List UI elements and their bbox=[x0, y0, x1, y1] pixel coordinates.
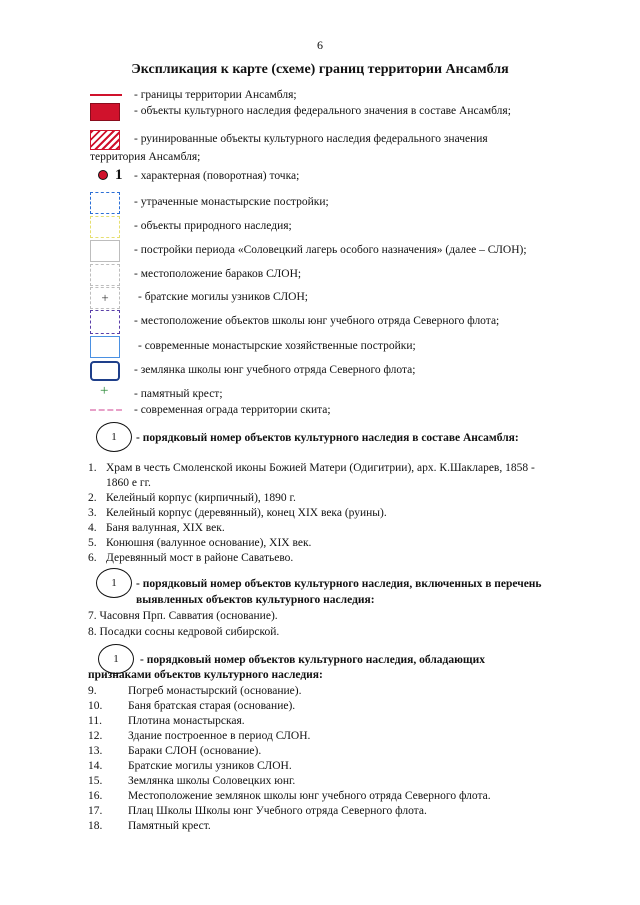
section1-circle-marker: 1 bbox=[96, 422, 132, 452]
legend-cross: - памятный крест; bbox=[134, 388, 223, 400]
list-item: 10. Баня братская старая (основание). bbox=[88, 700, 296, 712]
list-item: 14. Братские могилы узников СЛОН. bbox=[88, 760, 292, 772]
federal-object-symbol bbox=[90, 103, 120, 121]
section3-circle-marker: 1 bbox=[98, 644, 134, 674]
legend-graves: - братские могилы узников СЛОН; bbox=[138, 291, 308, 303]
list-item: 17. Плац Школы Школы юнг Учебного отряда Северного флота. bbox=[88, 805, 427, 817]
page-title: Экспликация к карте (схеме) границ территории Ансамбля bbox=[131, 62, 509, 77]
fence-line-symbol bbox=[90, 409, 122, 411]
list-item: 4. Баня валунная, XIX век. bbox=[88, 522, 225, 534]
list-item: 13. Бараки СЛОН (основание). bbox=[88, 745, 262, 757]
list-item: 6. Деревянный мост в районе Саватьево. bbox=[88, 552, 294, 564]
mass-graves-symbol bbox=[90, 287, 120, 309]
section2-item-8: 8. Посадки сосны кедровой сибирской. bbox=[88, 626, 280, 638]
page-number: 6 bbox=[317, 38, 323, 52]
legend-natural: - объекты природного наследия; bbox=[134, 220, 292, 232]
legend-fence: - современная ограда территории скита; bbox=[134, 404, 331, 416]
list-item: 12. Здание построенное в период СЛОН. bbox=[88, 730, 311, 742]
point-dot-icon bbox=[98, 170, 108, 180]
legend-slon-barracks: - местоположение бараков СЛОН; bbox=[134, 268, 302, 280]
list-item: 1860 е гг. bbox=[106, 477, 151, 489]
legend-point: - характерная (поворотная) точка; bbox=[134, 170, 300, 182]
slon-barracks-symbol bbox=[90, 264, 120, 286]
dugout-symbol bbox=[90, 361, 120, 381]
legend-ruined-1: - руинированные объекты культурного наследия федерального значения bbox=[134, 133, 488, 145]
school-location-symbol bbox=[90, 310, 120, 334]
boundary-line-symbol bbox=[90, 94, 122, 96]
legend-slon-buildings: - постройки периода «Соловецкий лагерь особого назначения» (далее – СЛОН); bbox=[134, 244, 527, 256]
legend-school-location: - местоположение объектов школы юнг учебного отряда Северного флота; bbox=[134, 315, 500, 327]
list-item: 5. Конюшня (валунное основание), XIX век. bbox=[88, 537, 312, 549]
point-number-label: 1 bbox=[115, 167, 123, 183]
legend-lost-buildings: - утраченные монастырские постройки; bbox=[134, 196, 329, 208]
modern-monastery-symbol bbox=[90, 336, 120, 358]
graves-cross-icon: + bbox=[101, 290, 109, 305]
legend-modern-monastery: - современные монастырские хозяйственные постройки; bbox=[138, 340, 416, 352]
legend-federal-objects: - объекты культурного наследия федерального значения в составе Ансамбля; bbox=[134, 105, 511, 117]
section2-heading-line1: - порядковый номер объектов культурного наследия, включенных в перечень bbox=[136, 578, 542, 590]
list-item: 9. Погреб монастырский (основание). bbox=[88, 685, 302, 697]
lost-buildings-symbol bbox=[90, 192, 120, 214]
list-item: 18. Памятный крест. bbox=[88, 820, 211, 832]
slon-buildings-symbol bbox=[90, 240, 120, 262]
ruined-object-symbol bbox=[90, 130, 120, 150]
list-item: 2. Келейный корпус (кирпичный), 1890 г. bbox=[88, 492, 296, 504]
natural-heritage-symbol bbox=[90, 216, 120, 238]
legend-ruined-2: территория Ансамбля; bbox=[90, 151, 201, 163]
section1-heading: - порядковый номер объектов культурного наследия в составе Ансамбля: bbox=[136, 432, 519, 444]
section3-heading-line2: признаками объектов культурного наследия: bbox=[88, 669, 323, 681]
list-item: 1. Храм в честь Смоленской иконы Божией Матери (Одигитрии), арх. К.Шакларев, 1858 - bbox=[88, 462, 535, 474]
list-item: 16. Местоположение землянок школы юнг учебного отряда Северного флота. bbox=[88, 790, 491, 802]
memorial-cross-icon: + bbox=[100, 383, 109, 399]
section3-list bbox=[88, 684, 491, 834]
section2-item-7: 7. Часовня Прп. Савватия (основание). bbox=[88, 610, 278, 622]
list-item: 3. Келейный корпус (деревянный), конец XIX века (руины). bbox=[88, 507, 387, 519]
section1-list bbox=[88, 461, 535, 566]
section3-heading-line1: - порядковый номер объектов культурного наследия, обладающих bbox=[140, 654, 485, 666]
section2-circle-marker: 1 bbox=[96, 568, 132, 598]
legend-boundary: - границы территории Ансамбля; bbox=[134, 89, 297, 101]
list-item: 11. Плотина монастырская. bbox=[88, 715, 245, 727]
section2-heading-line2: выявленных объектов культурного наследия: bbox=[136, 594, 375, 606]
list-item: 15. Землянка школы Соловецких юнг. bbox=[88, 775, 296, 787]
legend-dugout: - землянка школы юнг учебного отряда Северного флота; bbox=[134, 364, 416, 376]
